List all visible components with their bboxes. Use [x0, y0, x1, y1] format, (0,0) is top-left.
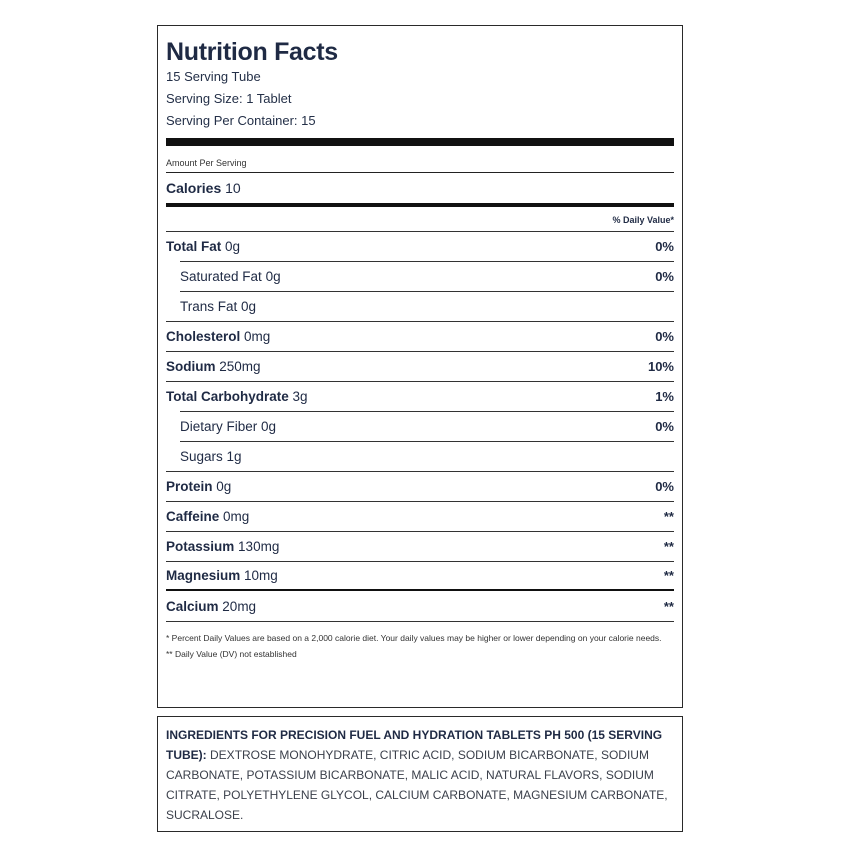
nutrient-dv: 0% — [655, 419, 674, 434]
nutrient-amount: 0g — [261, 419, 277, 434]
nutrient-amount: 0mg — [223, 509, 250, 524]
nutrient-dv: ** — [663, 509, 674, 524]
nutrient-name: Potassium — [166, 539, 235, 554]
nutrient-name: Cholesterol — [166, 329, 241, 344]
nutrient-row — [180, 291, 674, 321]
nutrient-row — [166, 231, 674, 261]
amount-per-serving: Amount Per Serving — [166, 158, 247, 168]
nutrient-dv: 1% — [655, 389, 674, 404]
nutrient-amount: 0g — [241, 299, 257, 314]
nutrient-amount: 0g — [225, 239, 241, 254]
calories-row — [166, 173, 674, 203]
nutrient-row — [180, 441, 674, 471]
calories-value: 10 — [225, 180, 241, 196]
nutrient-name: Trans Fat — [180, 299, 238, 314]
nutrient-dv: ** — [663, 539, 674, 554]
nutrition-facts-panel — [157, 25, 683, 708]
nutrient-name: Sugars — [180, 449, 223, 464]
daily-value-header: % Daily Value* — [612, 215, 674, 225]
nutrient-name: Sodium — [166, 359, 216, 374]
nutrient-name: Protein — [166, 479, 213, 494]
nutrient-name: Calcium — [166, 598, 219, 614]
nutrient-row — [166, 591, 674, 621]
nutrient-row — [166, 381, 674, 411]
nutrient-dv: 0% — [655, 269, 674, 284]
nutrient-row — [180, 411, 674, 441]
nutrient-row — [166, 501, 674, 531]
nutrient-row — [180, 261, 674, 291]
ingredients-list: DEXTROSE MONOHYDRATE, CITRIC ACID, SODIUM BICARBONATE, SODIUM CARBONATE, POTASSIUM BICARBONATE, MALIC ACID, NATURAL FLAVORS, SODIUM CITRATE, POLYETHYLENE GLYCOL, CALCIUM CARBONATE, MAGNESIUM CARBONATE, SUCRALOSE. — [166, 748, 668, 822]
nutrient-amount: 0g — [216, 479, 232, 494]
nutrient-row — [166, 321, 674, 351]
calories-label: Calories — [166, 180, 222, 196]
nutrient-amount: 3g — [292, 389, 308, 404]
footnotes — [166, 621, 674, 662]
nutrient-amount: 1g — [226, 449, 242, 464]
nutrition-title: Nutrition Facts — [166, 38, 338, 66]
nutrient-amount: 0mg — [244, 329, 271, 344]
nutrient-dv: 10% — [647, 359, 674, 374]
nutrient-amount: 250mg — [219, 359, 261, 374]
nutrient-dv: 0% — [655, 479, 674, 494]
nutrient-name: Total Fat — [166, 239, 222, 254]
thick-divider — [166, 138, 674, 146]
ingredients-heading: INGREDIENTS FOR PRECISION FUEL AND HYDRATION TABLETS PH 500 (15 SERVING TUBE): — [166, 728, 663, 762]
nutrient-dv: ** — [663, 568, 674, 583]
nutrient-name: Magnesium — [166, 568, 241, 583]
nutrient-row — [166, 351, 674, 381]
nutrient-name: Caffeine — [166, 509, 220, 524]
nutrient-row — [166, 561, 674, 591]
servings-per-container: Serving Per Container: 15 — [166, 113, 316, 128]
nutrient-name: Saturated Fat — [180, 269, 262, 284]
serving-size: Serving Size: 1 Tablet — [166, 91, 292, 106]
nutrient-amount: 10mg — [244, 568, 278, 583]
footnote-daily-values: * Percent Daily Values are based on a 2,000 calorie diet. Your daily values may be higher or lower depending on your calorie needs. — [166, 633, 662, 643]
nutrient-dv: ** — [663, 598, 674, 614]
nutrient-amount: 20mg — [222, 598, 257, 614]
nutrient-row — [166, 471, 674, 501]
footnote-dv-not-established: ** Daily Value (DV) not established — [166, 649, 297, 659]
nutrient-dv: 0% — [655, 329, 674, 344]
ingredients-text — [166, 725, 674, 825]
tube-size: 15 Serving Tube — [166, 69, 261, 84]
nutrient-name: Total Carbohydrate — [166, 389, 289, 404]
ingredients-panel — [157, 716, 683, 832]
nutrient-amount: 130mg — [238, 539, 280, 554]
nutrient-row — [166, 531, 674, 561]
nutrient-dv: 0% — [655, 239, 674, 254]
nutrient-name: Dietary Fiber — [180, 419, 258, 434]
nutrient-amount: 0g — [265, 269, 281, 284]
